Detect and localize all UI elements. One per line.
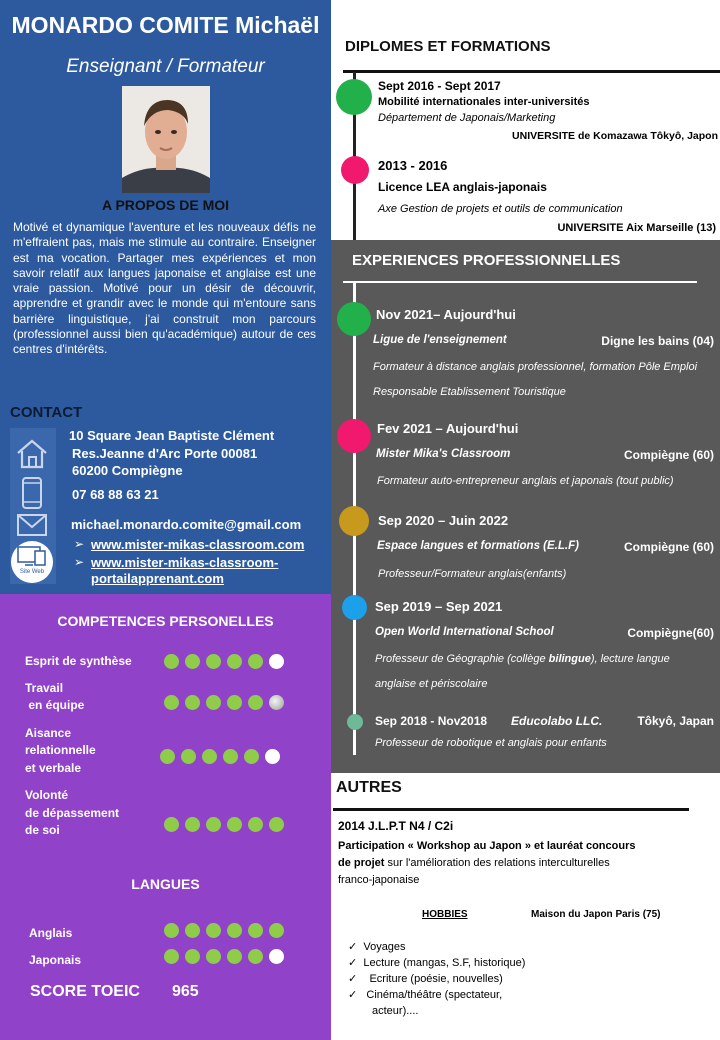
language-rating	[164, 949, 284, 964]
edu-date: 2013 - 2016	[378, 158, 448, 173]
rating-dot-filled	[206, 949, 221, 964]
skills-heading: COMPETENCES PERSONELLES	[57, 613, 274, 629]
skill-rating	[160, 749, 280, 764]
rating-dot-filled	[185, 923, 200, 938]
check-icon: ✓	[348, 941, 358, 953]
timeline-dot	[347, 714, 363, 730]
experience-panel	[331, 240, 720, 773]
rating-dot-empty	[265, 749, 280, 764]
rating-dot-filled	[269, 923, 284, 938]
rating-dot-filled	[160, 749, 175, 764]
language-label: Anglais	[29, 926, 73, 940]
edu-detail: Axe Gestion de projets et outils de communication	[378, 203, 623, 215]
profile-photo	[122, 86, 210, 193]
rating-dot-filled	[181, 749, 196, 764]
skill-label: Esprit de synthèse	[25, 654, 132, 668]
rating-dot-filled	[164, 817, 179, 832]
rating-dot-filled	[227, 949, 242, 964]
check-icon: ✓	[348, 989, 358, 1001]
exp-date: Fev 2021 – Aujourd'hui	[377, 421, 519, 436]
website-link-1[interactable]: www.mister-mikas-classroom.com	[91, 537, 305, 552]
hobbies-heading: HOBBIES	[422, 909, 468, 920]
exp-location: Compiègne (60)	[623, 448, 714, 462]
skill-label: Volonté	[25, 788, 69, 802]
rating-dot-filled	[185, 949, 200, 964]
exp-description: Professeur/Formateur anglais(enfants)	[378, 568, 567, 580]
timeline-dot	[339, 506, 369, 536]
website-link-2a[interactable]: www.mister-mikas-classroom-	[91, 555, 279, 570]
exp-organization: Espace langues et formations (E.L.F)	[377, 540, 579, 552]
edu-detail: Département de Japonais/Marketing	[378, 112, 556, 124]
rating-dot-filled	[206, 654, 221, 669]
person-name: MONARDO COMITE Michaël	[11, 12, 320, 38]
rating-dot-filled	[244, 749, 259, 764]
rating-dot-filled	[227, 923, 242, 938]
exp-description: Formateur à distance anglais professionnel, formation Pôle Emploi Responsable Etablissement Touristique	[373, 361, 698, 398]
profile-panel	[0, 0, 331, 594]
rating-dot-half	[269, 695, 284, 710]
hobby-text: Lecture (mangas, S.F, historique)	[363, 957, 526, 969]
exp-date: Sep 2019 – Sep 2021	[375, 599, 503, 614]
exp-description: Professeur de robotique et anglais pour enfants	[375, 737, 607, 749]
rating-dot-filled	[185, 654, 200, 669]
exp-description-bold: bilingue	[548, 653, 591, 665]
rating-dot-filled	[269, 817, 284, 832]
exp-date: Sep 2018 - Nov2018	[375, 714, 488, 728]
website-icon-label: Site Web	[19, 569, 45, 575]
edu-date: Sept 2016 - Sept 2017	[378, 79, 501, 93]
others-rule	[333, 808, 689, 811]
website-link-2b[interactable]: portailapprenant.com	[91, 571, 224, 586]
rating-dot-filled	[248, 923, 263, 938]
about-heading: A PROPOS DE MOI	[101, 197, 230, 213]
email-icon	[16, 513, 48, 542]
exp-organization: Ligue de l'enseignement	[373, 334, 507, 346]
exp-organization: Mister Mika's Classroom	[376, 448, 511, 460]
timeline-dot	[342, 595, 367, 620]
website-icon	[11, 541, 53, 583]
rating-dot-empty	[269, 654, 284, 669]
others-heading: AUTRES	[336, 779, 402, 796]
exp-location: Compiègne (60)	[623, 540, 714, 554]
exp-description: Formateur auto-entrepreneur anglais et japonais (tout public)	[377, 475, 674, 487]
rating-dot-filled	[164, 654, 179, 669]
phone-number: 07 68 88 63 21	[72, 487, 159, 502]
toeic-score: 965	[172, 983, 199, 1000]
edu-title: Mobilité internationales inter-universités	[378, 96, 590, 108]
hobby-item-continued: acteur)....	[372, 1005, 419, 1017]
skill-label: de soi	[25, 823, 60, 837]
rating-dot-filled	[164, 695, 179, 710]
contact-heading: CONTACT	[10, 404, 83, 421]
toeic-label: SCORE TOEIC	[30, 983, 140, 1000]
rating-dot-filled	[227, 654, 242, 669]
rating-dot-filled	[206, 817, 221, 832]
hobbies-list	[348, 939, 525, 1019]
rating-dot-filled	[206, 923, 221, 938]
jlpt-line: 2014 J.L.P.T N4 / C2i	[338, 819, 454, 833]
education-heading: DIPLOMES ET FORMATIONS	[345, 38, 551, 55]
skill-rating	[164, 695, 284, 710]
rating-dot-filled	[223, 749, 238, 764]
language-label: Japonais	[29, 953, 82, 967]
skill-label: de dépassement	[25, 806, 120, 820]
exp-location: Digne les bains (04)	[601, 334, 714, 348]
hobby-item	[348, 971, 525, 987]
experience-heading: EXPERIENCES PROFESSIONNELLES	[352, 252, 621, 269]
phone-icon	[20, 476, 44, 515]
exp-description-part: ), lecture langue anglaise et périscolaire	[375, 653, 670, 690]
rating-dot-filled	[206, 695, 221, 710]
job-title: Enseignant / Formateur	[66, 56, 265, 77]
exp-location: Tôkyô, Japan	[637, 714, 714, 728]
languages-heading: LANGUES	[131, 876, 200, 892]
skill-label: relationnelle	[25, 743, 96, 757]
maison-japon: Maison du Japon Paris (75)	[531, 909, 661, 920]
bullet-arrow-icon: ➢	[74, 555, 85, 569]
rating-dot-filled	[227, 695, 242, 710]
hobby-item	[348, 939, 525, 955]
skill-rating	[164, 817, 284, 832]
rating-dot-filled	[248, 949, 263, 964]
experience-rule	[343, 281, 697, 283]
bullet-arrow-icon: ➢	[74, 537, 85, 551]
hobby-text: Cinéma/théâtre (spectateur,	[366, 989, 503, 1001]
exp-date: Nov 2021– Aujourd'hui	[376, 307, 516, 322]
skills-panel	[0, 594, 331, 1040]
rating-dot-empty	[269, 949, 284, 964]
edu-title: Licence LEA anglais-japonais	[378, 180, 547, 194]
edu-school: UNIVERSITE Aix Marseille (13)	[557, 222, 716, 234]
timeline-dot	[337, 302, 371, 336]
timeline-dot	[341, 156, 369, 184]
about-text: Motivé et dynamique l'aventure et les nouveaux défis ne m'effraient pas, mais me stimule au contraire. Enseigner est ma vocation. Partager mes expériences et mon savoir relatif aux langues japonaise et anglaise est une vraie passion. Motivé pour un désir de découvrir, apprendre et grandir avec le monde qui m'entoure sans barrière linguistique, j'ai construit mon parcours (professionnel aussi bien qu'académique) autour de ces centres d'intérêts.	[13, 220, 316, 357]
workshop-line-3: franco-japonaise	[338, 874, 420, 886]
skill-label: Travail	[25, 681, 64, 695]
exp-organization: Open World International School	[375, 626, 554, 638]
edu-school: UNIVERSITE de Komazawa Tôkyô, Japon	[512, 130, 718, 142]
language-rating	[164, 923, 284, 938]
workshop-line-1: Participation « Workshop au Japon » et lauréat concours	[338, 840, 636, 852]
timeline-dot	[337, 419, 371, 453]
address-line-2: Res.Jeanne d'Arc Porte 00081	[72, 446, 258, 461]
rating-dot-filled	[227, 817, 242, 832]
exp-date: Sep 2020 – Juin 2022	[378, 513, 509, 528]
rating-dot-filled	[185, 817, 200, 832]
rating-dot-filled	[164, 949, 179, 964]
skill-rating	[164, 654, 284, 669]
rating-dot-filled	[185, 695, 200, 710]
hobby-text: Voyages	[363, 941, 406, 953]
home-icon	[14, 437, 50, 476]
rating-dot-filled	[248, 695, 263, 710]
check-icon: ✓	[348, 973, 358, 985]
exp-description-part: Professeur de Géographie (collège	[375, 653, 549, 665]
workshop-line-2	[338, 855, 610, 871]
hobby-item	[348, 987, 525, 1003]
skill-label: et verbale	[25, 761, 82, 775]
email-link[interactable]: michael.monardo.comite@gmail.com	[71, 517, 302, 532]
rating-dot-filled	[202, 749, 217, 764]
workshop-text: sur l'amélioration des relations interculturelles	[384, 857, 610, 869]
rating-dot-filled	[248, 654, 263, 669]
exp-description	[375, 647, 710, 697]
address-line-1: 10 Square Jean Baptiste Clément	[69, 428, 275, 443]
education-rule	[343, 70, 720, 73]
skill-label: en équipe	[25, 698, 85, 712]
exp-organization: Educolabo LLC.	[511, 714, 603, 728]
address-line-3: 60200 Compiègne	[72, 463, 183, 478]
check-icon: ✓	[348, 957, 358, 969]
hobby-item	[348, 955, 525, 971]
exp-location: Compiègne(60)	[627, 626, 714, 640]
timeline-dot	[336, 79, 372, 115]
hobby-text: Ecriture (poésie, nouvelles)	[369, 973, 503, 985]
rating-dot-filled	[164, 923, 179, 938]
skill-label: Aisance	[25, 726, 72, 740]
rating-dot-filled	[248, 817, 263, 832]
workshop-bold: de projet	[338, 857, 385, 869]
